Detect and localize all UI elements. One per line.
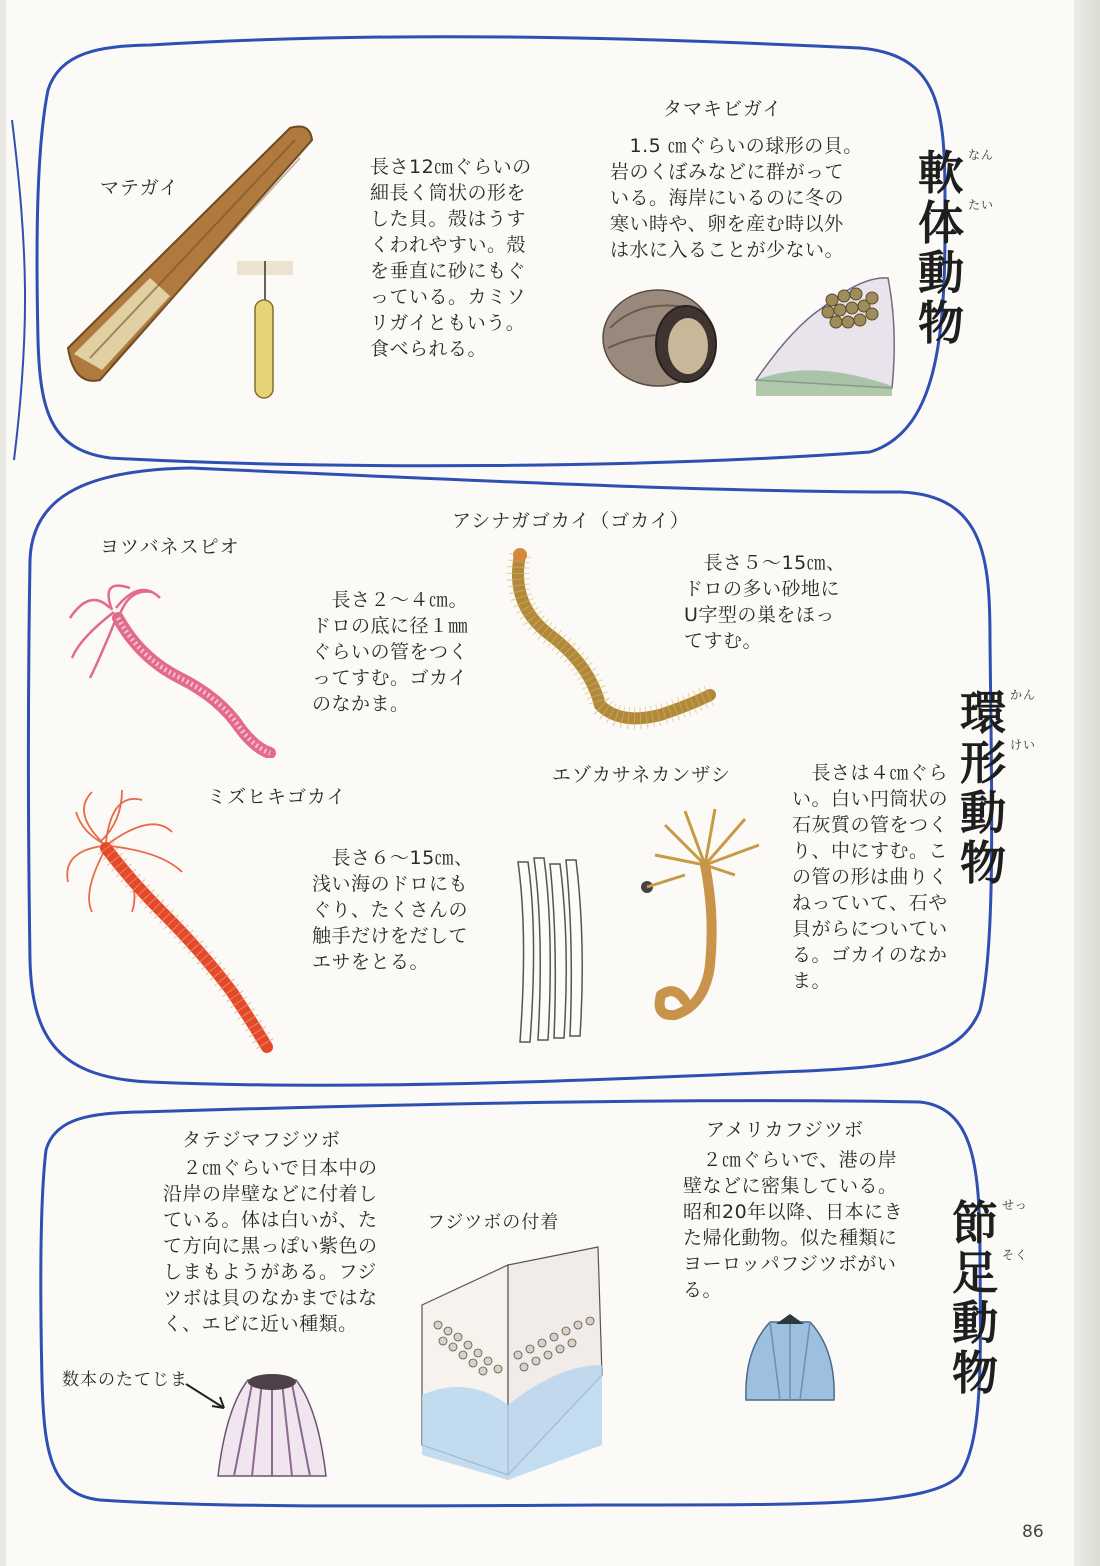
heading-ruby: たい <box>968 198 995 212</box>
heading-char: 動 <box>960 786 1006 840</box>
species-name-spio: ヨツバネスピオ <box>100 536 240 558</box>
heading-arthropoda <box>952 1198 1036 1398</box>
periwinkles-on-rock-illustration <box>752 268 902 398</box>
serpulid-tubes-illustration <box>508 852 588 1048</box>
species-name-razor-clam: マテガイ <box>100 177 180 199</box>
attachment-caption: フジツボの付着 <box>427 1212 560 1233</box>
heading-char: 動 <box>952 1296 998 1350</box>
species-name-bay-barnacle: アメリカフジツボ <box>706 1119 864 1141</box>
heading-char: 物 <box>952 1346 998 1400</box>
heading-char: 物 <box>960 836 1006 890</box>
stripe-callout-label: 数本のたてじま <box>62 1370 188 1390</box>
barnacle-attachment-illustration <box>418 1245 606 1485</box>
periwinkle-shell-illustration <box>600 278 725 393</box>
species-text-razor-clam: 長さ12㎝ぐらいの 細長く筒状の形を した貝。殻はうす くわれやすい。殻 を垂直に砂にもぐ っている。カミソ リガイともいう。 食べられる。 <box>370 156 532 360</box>
heading-char: 物 <box>918 296 964 350</box>
species-text-ragworm: 長さ５～15㎝、 ドロの多い砂地に U字型の巣をほっ てすむ。 <box>684 552 846 652</box>
clam-in-sand-icon <box>235 255 295 403</box>
heading-ruby: なん <box>968 148 995 162</box>
heading-ruby: かん <box>1010 688 1037 702</box>
cirratulid-worm-illustration <box>62 782 277 1054</box>
heading-char: 体 <box>918 196 964 250</box>
species-text-bay-barnacle: ２㎝ぐらいで、港の岸 壁などに密集している。 昭和20年以降、日本にき た帰化動物。似た種類に ヨーロッパフジツボがい る。 <box>683 1149 904 1301</box>
species-name-striped-barnacle: タテジマフジツボ <box>182 1129 341 1151</box>
heading-char: 軟 <box>918 146 964 200</box>
heading-ruby: けい <box>1010 738 1037 752</box>
heading-char: 節 <box>952 1196 998 1250</box>
ragworm-illustration <box>500 545 720 730</box>
striped-barnacle-illustration <box>212 1368 332 1483</box>
heading-ruby: そく <box>1002 1248 1029 1262</box>
page-number: 86 <box>1022 1522 1044 1542</box>
bay-barnacle-illustration <box>740 1310 840 1410</box>
species-text-periwinkle: 1.5 ㎝ぐらいの球形の貝。 岩のくぼみなどに群がって いる。海岸にいるのに冬の 寒い時や、卵を産む時以外 は水に入ることが少ない。 <box>610 135 863 261</box>
species-text-striped-barnacle: ２㎝ぐらいで日本中の 沿岸の岸壁などに付着し ている。体は白いが、た て方向に黒っぽい紫色の しまもようがある。フジ ツボは貝のなかまではな く、エビに近い種類。 <box>163 1157 378 1335</box>
species-name-ragworm: アシナガゴカイ（ゴカイ） <box>452 510 690 532</box>
heading-mollusca <box>918 148 1002 348</box>
species-name-cirratulid: ミズヒキゴカイ <box>207 786 347 808</box>
heading-char: 形 <box>960 736 1006 790</box>
species-name-periwinkle: タマキビガイ <box>663 98 783 120</box>
heading-char: 動 <box>918 246 964 300</box>
heading-ruby: せっ <box>1002 1198 1028 1212</box>
species-text-cirratulid: 長さ６～15㎝、 浅い海のドロにも ぐり、たくさんの 触手だけをだして エサをとる。 <box>312 847 474 973</box>
heading-annelida <box>960 688 1044 888</box>
heading-char: 足 <box>952 1246 998 1300</box>
species-name-serpulid: エゾカサネカンザシ <box>552 764 731 786</box>
serpulid-worm-illustration <box>635 805 765 1030</box>
species-text-serpulid: 長さは４㎝ぐら い。白い円筒状の 石灰質の管をつく り、中にすむ。こ の管の形は曲りく ねっていて、石や 貝がらについてい る。ゴカイのなか ま。 <box>792 762 949 992</box>
species-text-spio: 長さ２～４㎝。 ドロの底に径１㎜ ぐらいの管をつく ってすむ。ゴカイ のなかま。 <box>312 589 469 715</box>
heading-char: 環 <box>960 686 1006 740</box>
spio-worm-illustration <box>60 578 280 758</box>
